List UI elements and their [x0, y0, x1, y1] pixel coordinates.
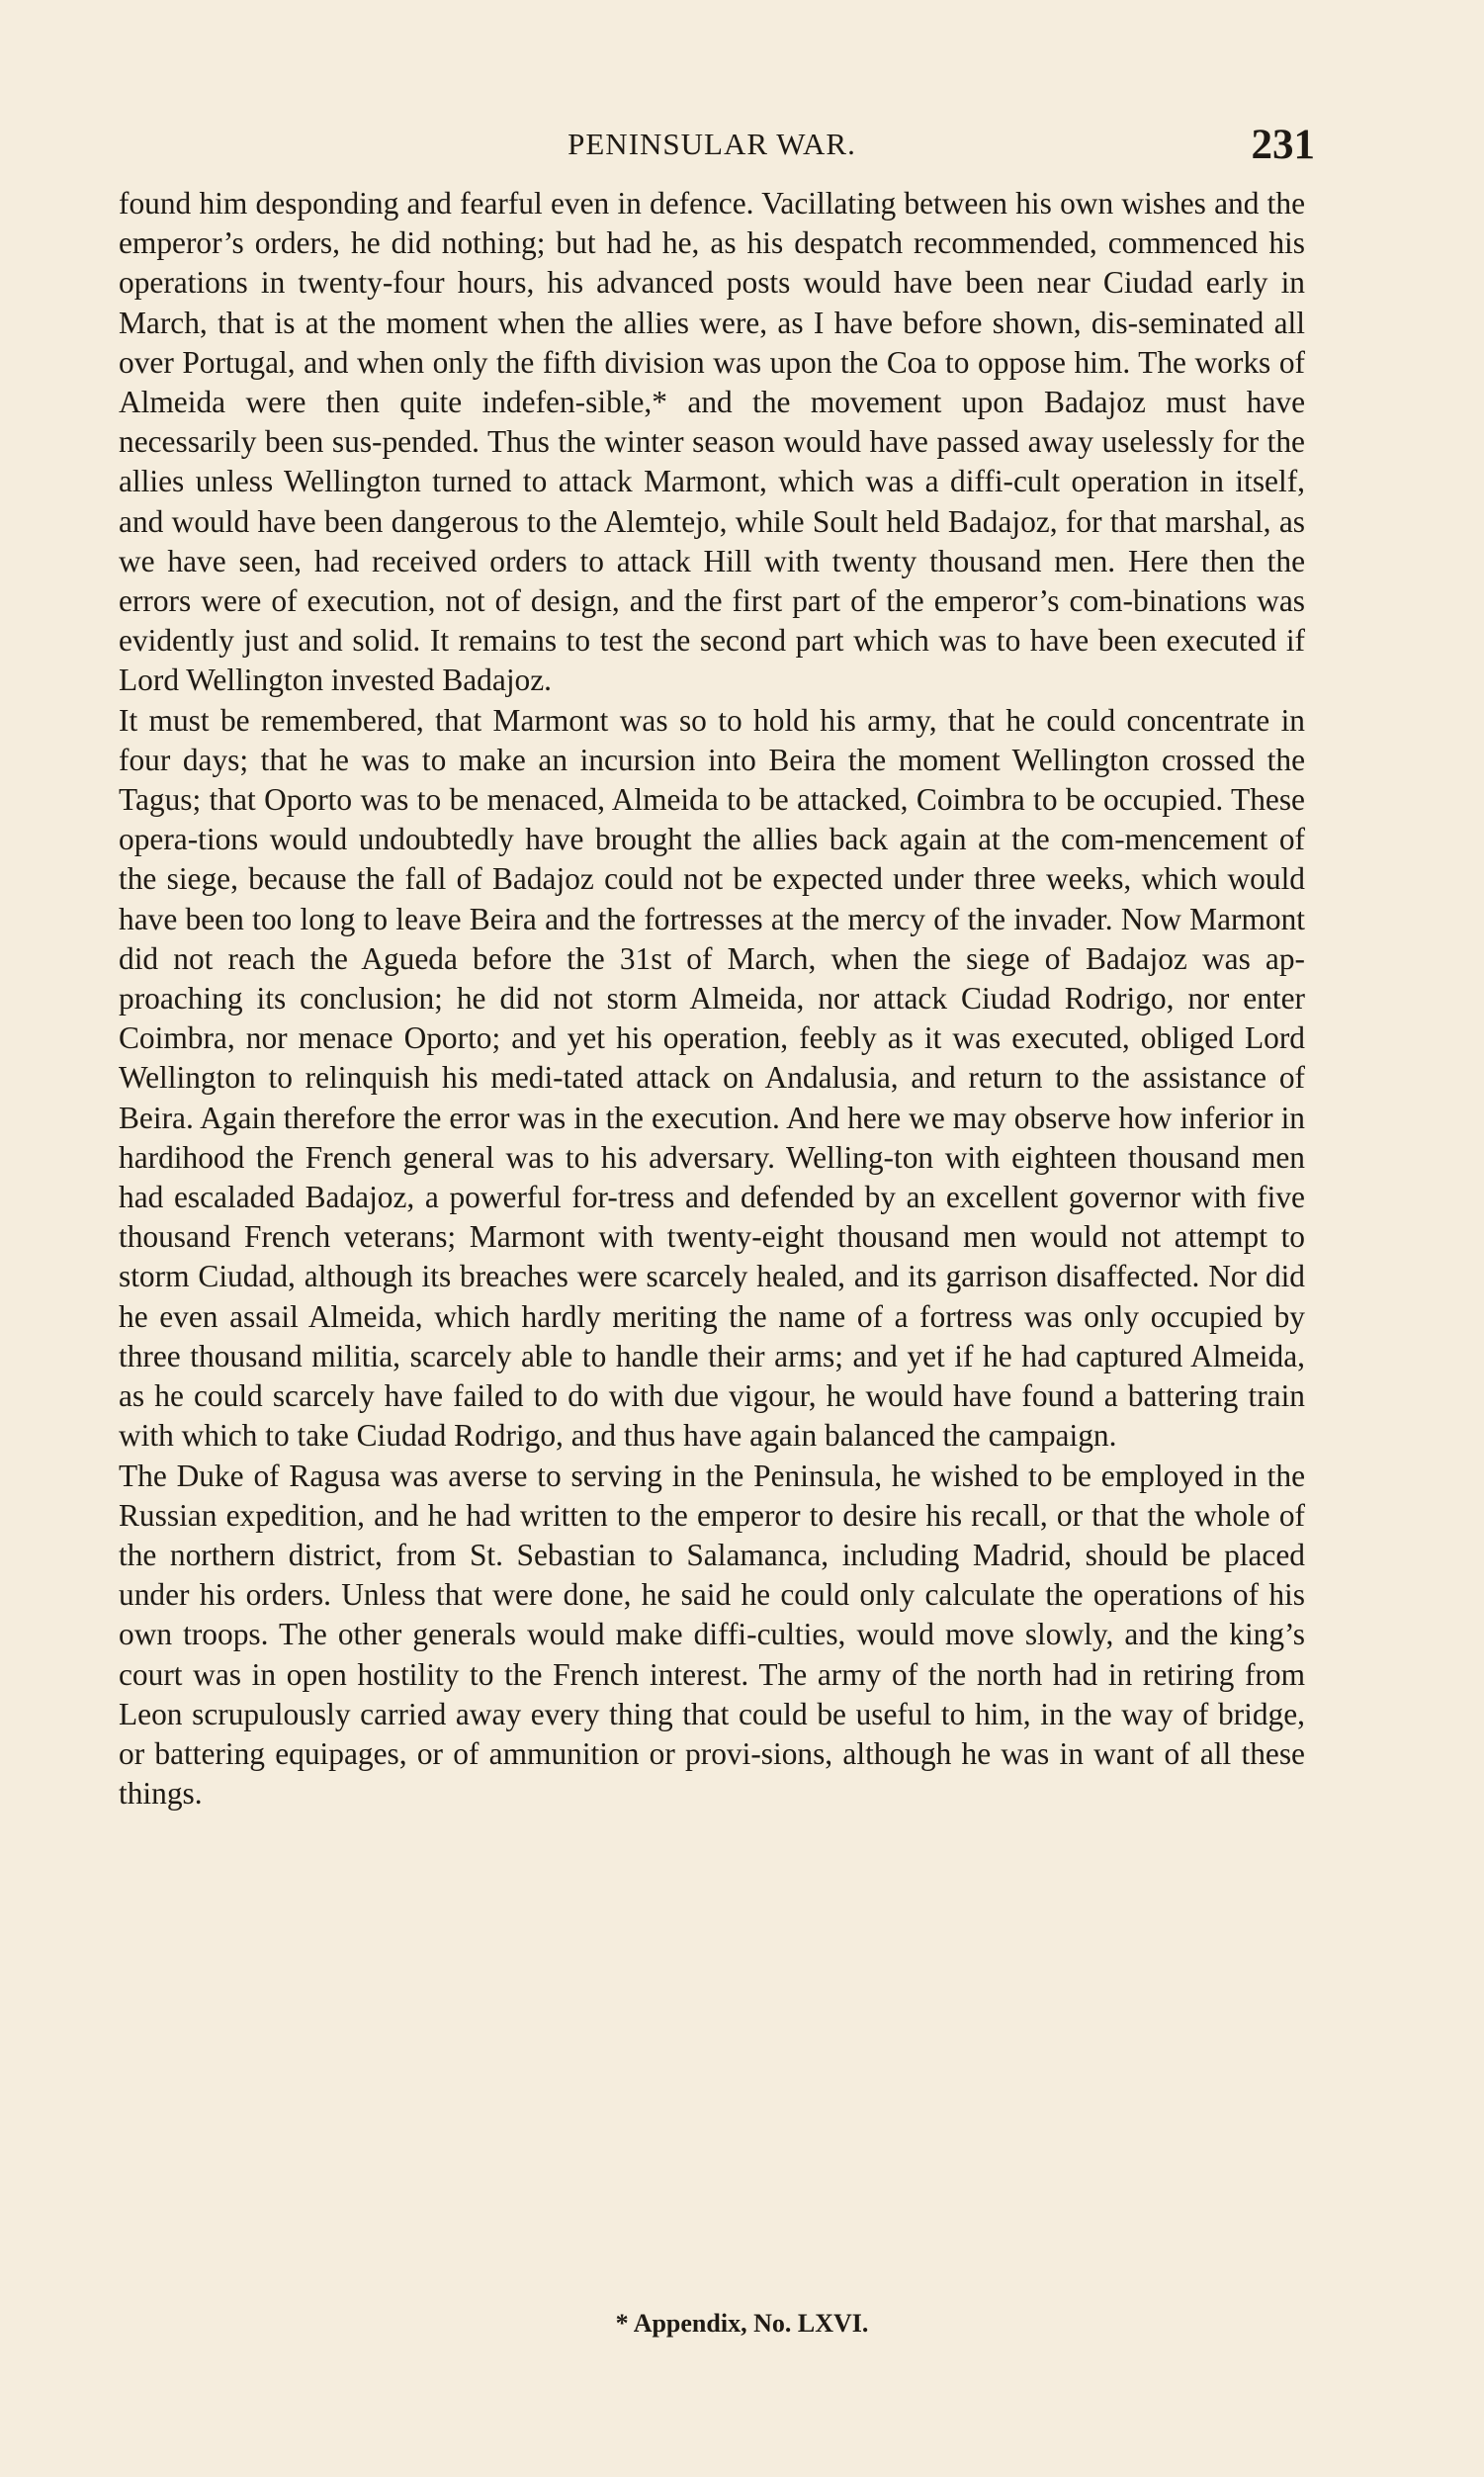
running-head	[119, 121, 1315, 170]
paragraph-1: found him desponding and fearful even in defence. Vacillating between his own wishes and the emperor’s orders, he did nothing; but had he, as his despatch recommended, commenced his operations in twenty-four hours, his advanced posts would have been near Ciudad early in March, that is at the moment when the allies were, as I have before shown, dis-seminated all over Portugal, and when only the fifth division was upon the Coa to oppose him. The works of Almeida were then quite indefen-sible,* and the movement upon Badajoz must have necessarily been sus-pended. Thus the winter season would have passed away uselessly for the allies unless Wellington turned to attack Marmont, which was a diffi-cult operation in itself, and would have been dangerous to the Alemtejo, while Soult held Badajoz, for that marshal, as we have seen, had received orders to attack Hill with twenty thousand men. Here then the errors were of execution, not of design, and the first part of the emperor’s com-binations was evidently just and solid. It remains to test the second part which was to have been executed if Lord Wellington invested Badajoz.	[119, 186, 1305, 698]
paragraph-3: The Duke of Ragusa was averse to serving in the Peninsula, he wished to be employed in the Russian expedition, and he had written to the emperor to desire his recall, or that the whole of the northern district, from St. Sebastian to Salamanca, including Madrid, should be placed under his orders. Unless that were done, he said he could only calculate the operations of his own troops. The other generals would make diffi-culties, would move slowly, and the king’s court was in open hostility to the French interest. The army of the north had in retiring from Leon scrupulously carried away every thing that could be useful to him, in the way of bridge, or battering equipages, or of ammunition or provi-sions, although he was in want of all these things.	[119, 1458, 1305, 1812]
running-title: PENINSULAR WAR.	[567, 127, 856, 161]
paragraph-2: It must be remembered, that Marmont was so to hold his army, that he could concentrate in four days; that he was to make an incursion into Beira the moment Wellington crossed the Tagus; that Oporto was to be menaced, Almeida to be attacked, Coimbra to be occupied. These opera-tions would undoubtedly have brought the allies back again at the com-mencement of the siege, because the fall of Badajoz could not be expected under three weeks, which would have been too long to leave Beira and the fortresses at the mercy of the invader. Now Marmont did not reach the Agueda before the 31st of March, when the siege of Badajoz was ap-proaching its conclusion; he did not storm Almeida, nor attack Ciudad Rodrigo, nor enter Coimbra, nor menace Oporto; and yet his operation, feebly as it was executed, obliged Lord Wellington to relinquish his medi-tated attack on Andalusia, and return to the assistance of Beira. Again therefore the error was in the execution. And here we may observe how inferior in hardihood the French general was to his adversary. Welling-ton with eighteen thousand men had escaladed Badajoz, a powerful for-tress and defended by an excellent governor with five thousand French veterans; Marmont with twenty-eight thousand men would not attempt to storm Ciudad, although its breaches were scarcely healed, and its garrison disaffected. Nor did he even assail Almeida, which hardly meriting the name of a fortress was only occupied by three thousand militia, scarcely able to handle their arms; and yet if he had captured Almeida, as he could scarcely have failed to do with due vigour, he would have found a battering train with which to take Ciudad Rodrigo, and thus have again balanced the campaign.	[119, 702, 1305, 1454]
footnote: * Appendix, No. LXVI.	[615, 2309, 869, 2338]
page-number: 231	[1251, 122, 1315, 168]
body-text	[119, 184, 1305, 1814]
